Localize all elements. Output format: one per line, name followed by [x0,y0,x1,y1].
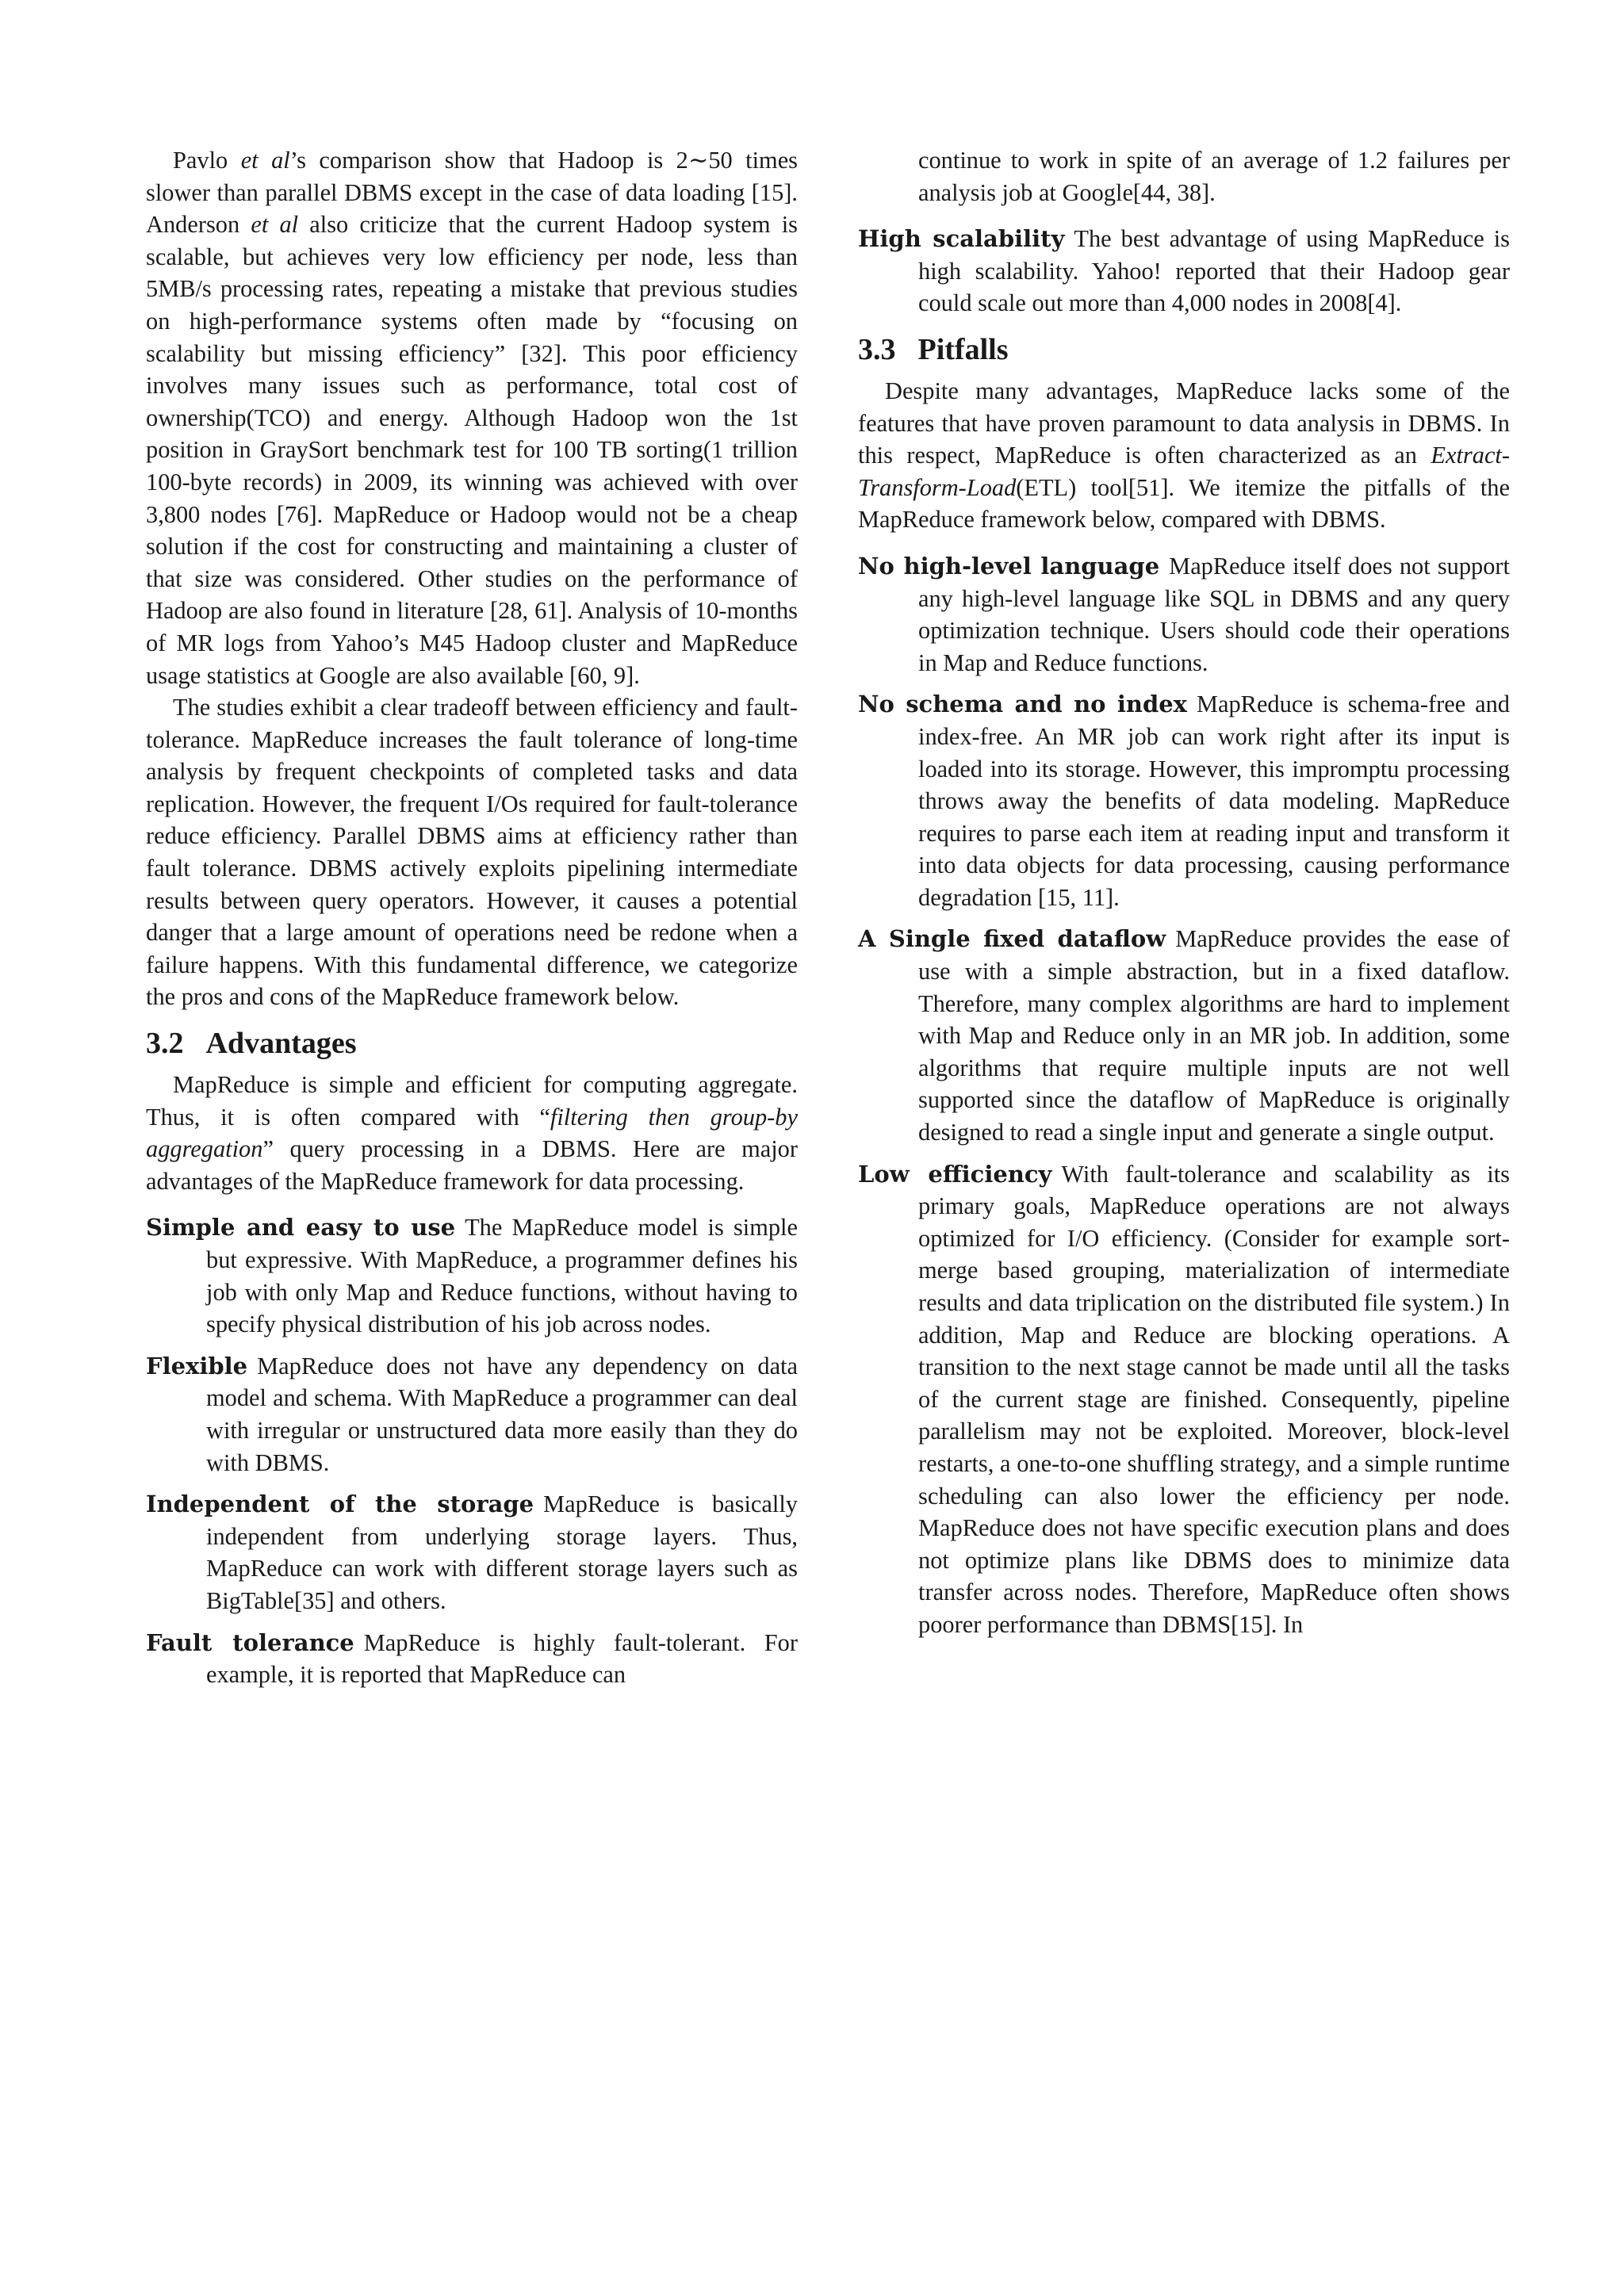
right-column [858,144,1510,1651]
pitfall-low-efficiency: Low efficiency With fault-tolerance and scalability as its primary goals, MapReduce operations are not always optimized for I/O efficiency. (Consider for example sort-merge based grouping, materialization of intermediate results and data triplication on the distributed file system.) In addition, Map and Reduce are blocking operations. A transition to the next stage cannot be made until all the tasks of the current stage are finished. Consequently, pipeline parallelism may not be exploited. Moreover, block-level restarts, a one-to-one shuffling strategy, and a simple runtime scheduling can also lower the efficiency per node. MapReduce does not have specific execution plans and does not optimize plans like DBMS does to minimize data transfer across nodes. Therefore, MapReduce often shows poorer performance than DBMS[15]. In [858,1160,1510,1638]
advantages-intro: MapReduce is simple and efficient for computing aggregate. Thus, it is often compared with “filtering then group-by aggregation” query processing in a DBMS. Here are major advantages of the MapReduce framework for data processing. [146,1071,798,1195]
fault-tolerance-continued: continue to work in spite of an average of 1.2 failures per analysis job at Google[44, 38]. [918,147,1510,206]
advantage-high-scalability: High scalability The best advantage of using MapReduce is high scalability. Yahoo! reported that their Hadoop gear could scale out more than 4,000 nodes in 2008[4]. [858,225,1510,317]
advantages-heading: 3.2 Advantages [146,1027,357,1061]
advantage-flexible: Flexible MapReduce does not have any dependency on data model and schema. With MapReduce a programmer can deal with irregular or unstructured data more easily than they do with DBMS. [146,1352,798,1476]
advantage-independent-storage: Independent of the storage MapReduce is basically independent from underlying storage layers. Thus, MapReduce can work with different storage layers such as BigTable[35] and others. [146,1490,798,1614]
tradeoff-paragraph: The studies exhibit a clear tradeoff between efficiency and fault-tolerance. MapReduce increases the fault tolerance of long-time analysis by frequent checkpoints of completed tasks and data replication. However, the frequent I/Os required for fault-tolerance reduce efficiency. Parallel DBMS aims at efficiency rather than fault tolerance. DBMS actively exploits pipelining intermediate results between query operators. However, it causes a potential danger that a large amount of operations need be redone when a failure happens. With this fundamental difference, we categorize the pros and cons of the MapReduce framework below. [146,694,798,1011]
advantage-simple-easy: Simple and easy to use The MapReduce model is simple but expressive. With MapReduce, a programmer defines his job with only Map and Reduce functions, without having to specify physical distribution of his job across nodes. [146,1214,798,1338]
pitfalls-intro: Despite many advantages, MapReduce lacks some of the features that have proven paramount to data analysis in DBMS. In this respect, MapReduce is often characterized as an Extract-Transform-Load(ETL) tool[51]. We itemize the pitfalls of the MapReduce framework below, compared with DBMS. [858,377,1510,534]
left-column [146,144,798,1701]
pitfall-no-high-level-language: No high-level language MapReduce itself does not support any high-level language like SQL in DBMS and any query optimization technique. Users should code their operations in Map and Reduce functions. [858,552,1510,676]
intro-paragraph: Pavlo et al’s comparison show that Hadoop is 2∼50 times slower than parallel DBMS except in the case of data loading [15]. Anderson et al also criticize that the current Hadoop system is scalable, but achieves very low efficiency per node, less than 5MB/s processing rates, repeating a mistake that previous studies on high-performance systems often made by “focusing on scalability but missing efficiency” [32]. This poor efficiency involves many issues such as performance, total cost of ownership(TCO) and energy. Although Hadoop won the 1st position in GraySort benchmark test for 100 TB sorting(1 trillion 100-byte records) in 2009, its winning was achieved with over 3,800 nodes [76]. MapReduce or Hadoop would not be a cheap solution if the cost for constructing and maintaining a cluster of that size was considered. Other studies on the performance of Hadoop are also found in literature [28, 61]. Analysis of 10-months of MR logs from Yahoo’s M45 Hadoop cluster and MapReduce usage statistics at Google are also available [60, 9]. [146,147,799,689]
pitfall-single-fixed-dataflow: A Single fixed dataflow MapReduce provides the ease of use with a simple abstraction, but in a fixed dataflow. Therefore, many complex algorithms are hard to implement with Map and Reduce only in an MR job. In addition, some algorithms that require multiple inputs are not well supported since the dataflow of MapReduce is originally designed to read a single input and generate a single output. [858,925,1510,1146]
pitfall-no-schema-no-index: No schema and no index MapReduce is schema-free and index-free. An MR job can work right after its input is loaded into its storage. However, this impromptu processing throws away the benefits of data modeling. MapReduce requires to parse each item at reading input and transform it into data objects for data processing, causing performance degradation [15, 11]. [858,691,1510,911]
advantage-fault-tolerance: Fault tolerance MapReduce is highly fault-tolerant. For example, it is reported that MapReduce can [146,1628,798,1689]
pitfalls-heading: 3.3 Pitfalls [858,332,1009,366]
